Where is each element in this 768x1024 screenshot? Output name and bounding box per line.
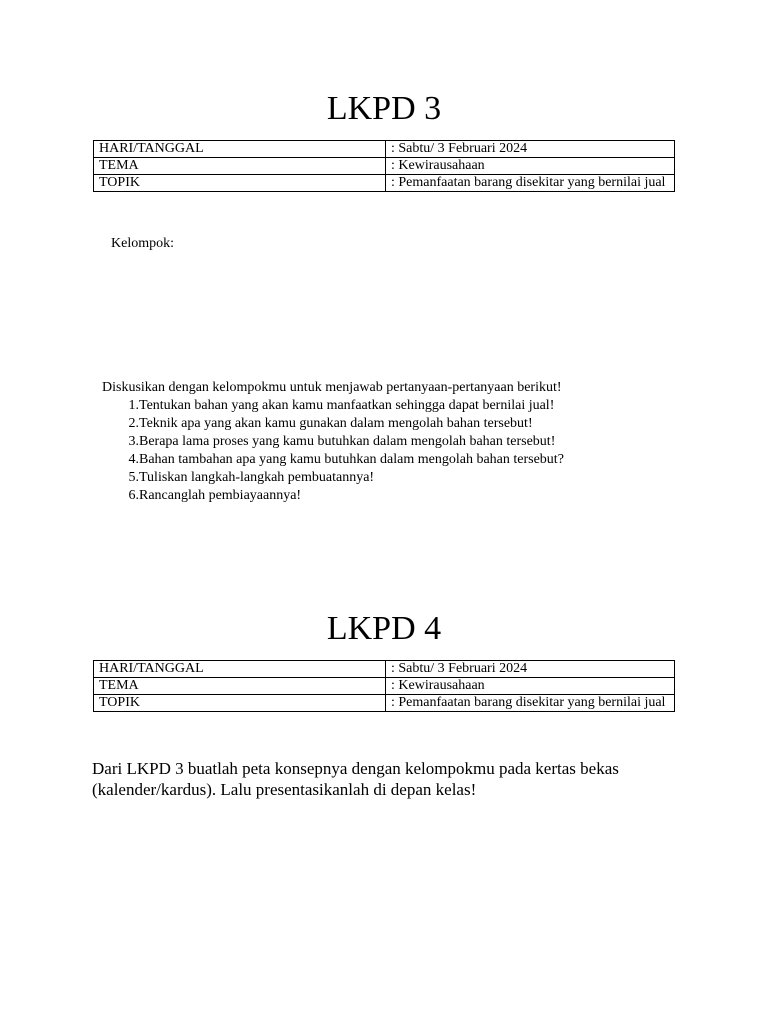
hari-tanggal-label: HARI/TANGGAL: [94, 141, 386, 158]
kelompok-label: Kelompok:: [111, 236, 174, 251]
question-list: [105, 397, 564, 505]
topik-label: TOPIK: [94, 695, 386, 712]
lkpd3-title: LKPD 3: [326, 90, 442, 127]
list-item: [105, 469, 564, 487]
lkpd4-info-table: [93, 660, 675, 712]
question-number: 5.: [128, 470, 139, 485]
hari-tanggal-label: HARI/TANGGAL: [94, 661, 386, 678]
lkpd3-info-table: [93, 140, 675, 192]
hari-tanggal-value: : Sabtu/ 3 Februari 2024: [386, 141, 675, 158]
tema-value: : Kewirausahaan: [386, 158, 675, 175]
question-text: Tentukan bahan yang akan kamu manfaatkan sehingga dapat bernilai jual!: [139, 398, 555, 413]
question-number: 2.: [128, 416, 139, 431]
table-row: [94, 661, 675, 678]
question-text: Teknik apa yang akan kamu gunakan dalam mengolah bahan tersebut!: [139, 416, 533, 431]
topik-label: TOPIK: [94, 175, 386, 192]
question-text: Tuliskan langkah-langkah pembuatannya!: [139, 470, 375, 485]
list-item: [105, 487, 564, 505]
question-text: Berapa lama proses yang kamu butuhkan dalam mengolah bahan tersebut!: [139, 434, 556, 449]
question-number: 1.: [128, 398, 139, 413]
discussion-intro: Diskusikan dengan kelompokmu untuk menjawab pertanyaan-pertanyaan berikut!: [102, 380, 562, 395]
question-text: Rancanglah pembiayaannya!: [139, 488, 302, 503]
table-row: [94, 175, 675, 192]
table-row: [94, 678, 675, 695]
tema-label: TEMA: [94, 158, 386, 175]
list-item: [105, 433, 564, 451]
table-row: [94, 141, 675, 158]
question-text: Bahan tambahan apa yang kamu butuhkan dalam mengolah bahan tersebut?: [139, 452, 564, 467]
list-item: [105, 451, 564, 469]
topik-value: : Pemanfaatan barang disekitar yang bernilai jual: [386, 695, 675, 712]
table-row: [94, 695, 675, 712]
tema-value: : Kewirausahaan: [386, 678, 675, 695]
list-item: [105, 397, 564, 415]
topik-value: : Pemanfaatan barang disekitar yang bernilai jual: [386, 175, 675, 192]
tema-label: TEMA: [94, 678, 386, 695]
question-number: 3.: [128, 434, 139, 449]
question-number: 4.: [128, 452, 139, 467]
question-number: 6.: [128, 488, 139, 503]
hari-tanggal-value: : Sabtu/ 3 Februari 2024: [386, 661, 675, 678]
lkpd4-instruction: Dari LKPD 3 buatlah peta konsepnya dengan kelompokmu pada kertas bekas (kalender/kardus). Lalu presentasikanlah di depan kelas!: [92, 759, 619, 799]
list-item: [105, 415, 564, 433]
table-row: [94, 158, 675, 175]
lkpd4-title: LKPD 4: [326, 610, 442, 647]
